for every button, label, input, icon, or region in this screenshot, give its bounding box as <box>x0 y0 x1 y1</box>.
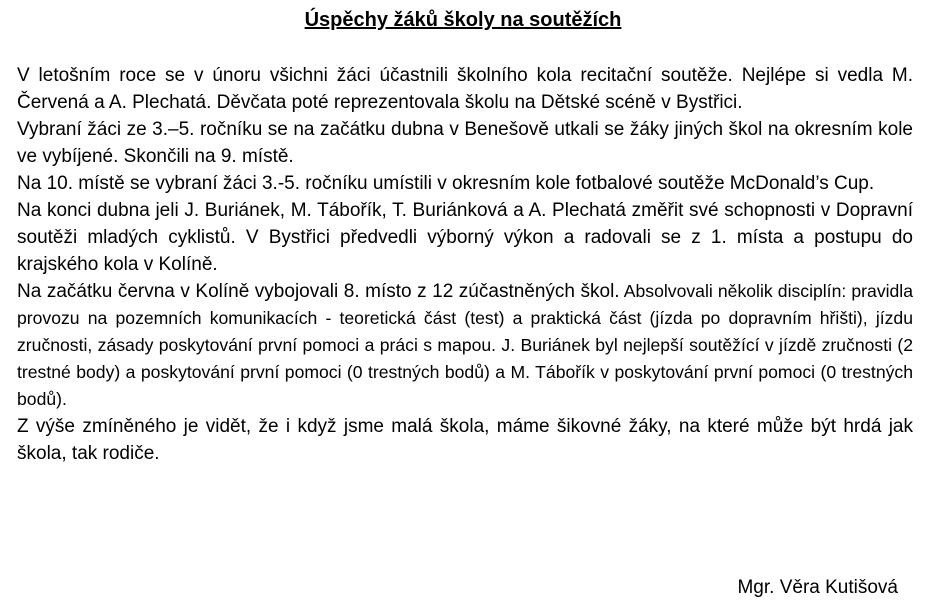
paragraph-closing: Z výše zmíněného je vidět, že i když jsme malá škola, máme šikovné žáky, na které může být hrdá jak škola, tak rodiče. <box>17 416 913 464</box>
paragraph-cyclists: Na konci dubna jeli J. Buriánek, M. Tábořík, T. Buriánková a A. Plechatá změřit své schopnosti v Dopravní soutěži mladých cyklistů. V Bystřici předvedli výborný výkon a radovali se z 1. místa a postupu do krajského kola v Kolíně. <box>17 200 913 275</box>
paragraph-regional-round <box>17 278 913 413</box>
paragraph-football: Na 10. místě se vybraní žáci 3.-5. ročníku umístili v okresním kole fotbalové soutěže McDonald’s Cup. <box>17 173 875 194</box>
paragraph-regional-lead: Na začátku června v Kolíně vybojovali 8. místo z 12 zúčastněných škol. <box>17 281 620 302</box>
document-body <box>17 62 913 467</box>
document-title: Úspěchy žáků školy na soutěžích <box>304 9 622 31</box>
paragraph-dodgeball: Vybraní žáci ze 3.–5. ročníku se na začátku dubna v Benešově utkali se žáky jiných škol na okresním kole ve vybíjené. Skončili na 9. místě. <box>17 119 913 167</box>
signature: Mgr. Věra Kutišová <box>737 577 898 598</box>
paragraph-recitation: V letošním roce se v únoru všichni žáci účastnili školního kola recitační soutěže. Nejlépe si vedla M. Červená a A. Plechatá. Děvčata poté reprezentovala školu na Dětské scéně v Bystřici. <box>17 65 913 113</box>
paragraph-regional-details: Absolvovali několik disciplín: pravidla provozu na pozemních komunikacích - teoretická část (test) a praktická část (jízda po dopravním hřišti), jízdu zručnosti, zásady poskytování první pomoci a práci s mapou. J. Buriánek byl nejlepší soutěžící v jízdě zručnosti (2 trestné body) a poskytování první pomoci (0 trestných bodů) a M. Tábořík v poskytování první pomoci (0 trestných bodů). <box>17 281 913 409</box>
